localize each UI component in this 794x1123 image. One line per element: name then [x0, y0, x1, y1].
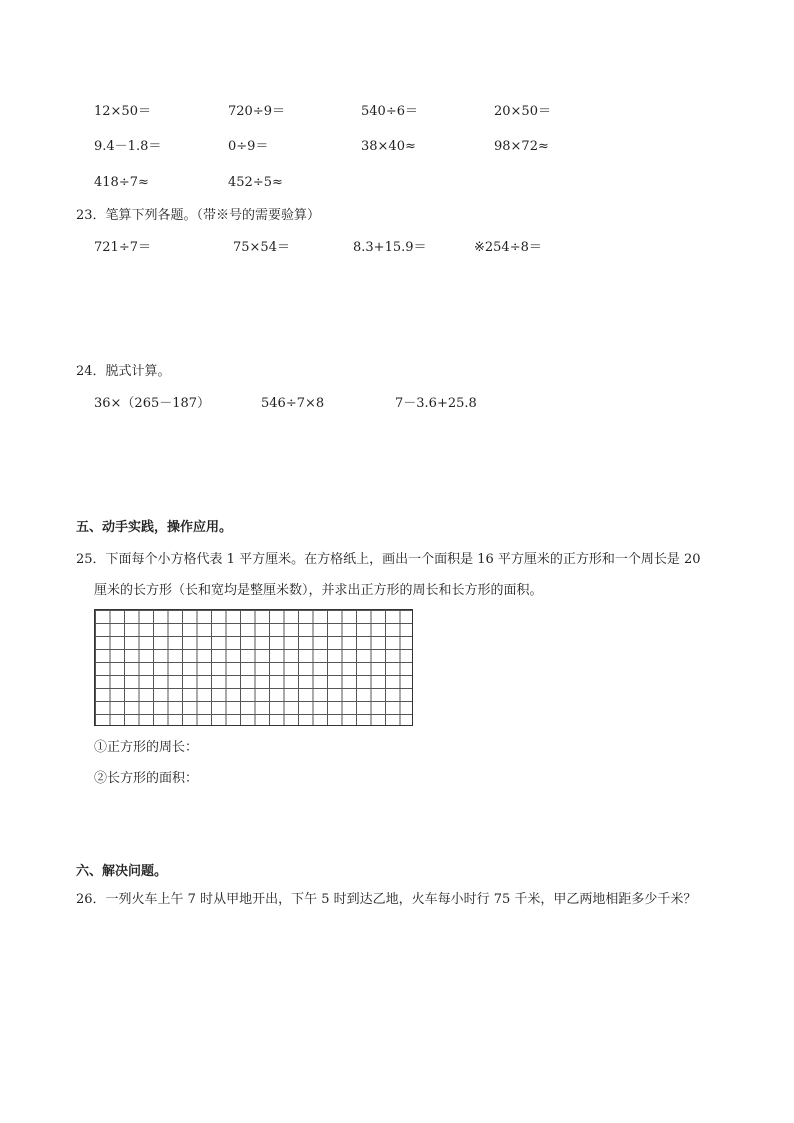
q24-item-1: 36×（265－187）	[94, 396, 211, 411]
oral-calc-1-4: 20×50＝	[494, 104, 551, 119]
q23-item-3: 8.3+15.9＝	[353, 240, 427, 255]
answer-square-perimeter: ①正方形的周长：	[94, 740, 199, 755]
oral-calc-2-2: 0÷9＝	[228, 139, 269, 154]
q24-item-2: 546÷7×8	[261, 396, 325, 411]
question-25-line-1: 25．下面每个小方格代表 1 平方厘米。在方格纸上，画出一个面积是 16 平方厘米的正方形和一个周长是 20	[76, 552, 701, 567]
oral-calc-1-2: 720÷9＝	[228, 104, 285, 119]
square-grid-paper[interactable]	[94, 609, 413, 726]
oral-calc-1-3: 540÷6＝	[361, 104, 418, 119]
question-25-line-2: 厘米的长方形（长和宽均是整厘米数），并求出正方形的周长和长方形的面积。	[94, 583, 543, 598]
oral-calc-2-4: 98×72≈	[494, 139, 549, 154]
section-6-heading: 六、解决问题。	[76, 864, 168, 879]
q24-item-3: 7－3.6+25.8	[395, 396, 477, 411]
q23-item-1: 721÷7＝	[94, 240, 151, 255]
q23-item-4: ※254÷8＝	[474, 240, 542, 255]
q23-item-2: 75×54＝	[233, 240, 290, 255]
question-23-title: 23．笔算下列各题。（带※号的需要验算）	[76, 208, 321, 223]
section-5-heading: 五、动手实践，操作应用。	[76, 520, 233, 535]
oral-calc-3-1: 418÷7≈	[94, 175, 149, 190]
oral-calc-1-1: 12×50＝	[94, 104, 151, 119]
answer-rectangle-area: ②长方形的面积：	[94, 771, 199, 786]
question-26-text: 26．一列火车上午 7 时从甲地开出，下午 5 时到达乙地，火车每小时行 75 千米，甲乙两地相距多少千米？	[76, 892, 697, 907]
oral-calc-2-1: 9.4－1.8＝	[94, 139, 162, 154]
oral-calc-2-3: 38×40≈	[361, 139, 416, 154]
oral-calc-3-2: 452÷5≈	[228, 175, 283, 190]
question-24-title: 24．脱式计算。	[76, 364, 171, 379]
